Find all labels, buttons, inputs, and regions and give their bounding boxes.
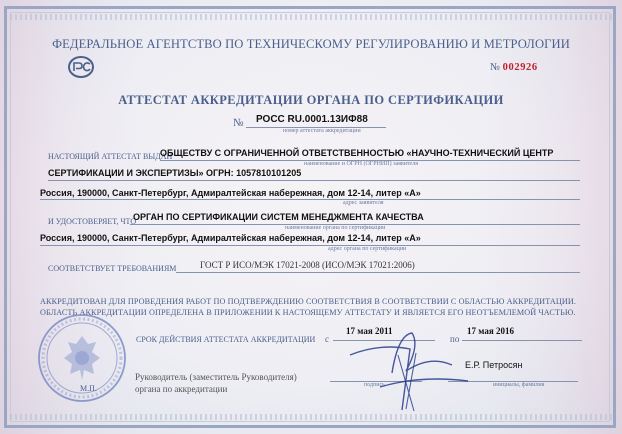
signer-title-2: органа по аккредитации	[135, 384, 228, 394]
registration-number	[490, 62, 538, 73]
issued-label: НАСТОЯЩИЙ АТТЕСТАТ ВЫДАН	[48, 152, 173, 161]
holder-address-caption: адрес заявителя	[343, 200, 384, 206]
standard-underline	[176, 272, 580, 273]
holder-line-2: СЕРТИФИКАЦИИ И ЭКСПЕРТИЗЫ» ОГРН: 1057810101205	[48, 168, 302, 178]
certificate-title: АТТЕСТАТ АККРЕДИТАЦИИ ОРГАНА ПО СЕРТИФИКАЦИИ	[118, 93, 504, 107]
standard: ГОСТ Р ИСО/МЭК 17021-2008 (ИСО/МЭК 17021:2006)	[200, 260, 415, 270]
registration-number-value: 002926	[502, 62, 538, 73]
holder-line-2-underline	[48, 180, 580, 181]
number-label: №	[233, 117, 244, 129]
agency-name: ФЕДЕРАЛЬНОЕ АГЕНТСТВО ПО ТЕХНИЧЕСКОМУ РЕГУЛИРОВАНИЮ И МЕТРОЛОГИИ	[52, 37, 570, 51]
registration-prefix: №	[490, 62, 501, 73]
seal-label: М.П.	[80, 384, 97, 393]
signer-name: Е.Р. Петросян	[465, 360, 523, 370]
body-name: ОРГАН ПО СЕРТИФИКАЦИИ СИСТЕМ МЕНЕДЖМЕНТА КАЧЕСТВА	[133, 212, 424, 222]
holder-caption: наименование и ОГРН (ОГРНИП) заявителя	[304, 161, 418, 167]
body-address-underline	[40, 245, 580, 246]
holder-address: Россия, 190000, Санкт-Петербург, Адмиралтейская набережная, дом 12-14, литер «А»	[40, 188, 421, 198]
complies-label: СООТВЕТСТВУЕТ ТРЕБОВАНИЯМ	[48, 264, 177, 273]
rst-logo-icon	[68, 56, 94, 78]
certificate-number: РОСС RU.0001.13ИФ88	[256, 114, 368, 125]
body-address-caption: адрес органа по сертификации	[328, 246, 407, 252]
holder-address-underline	[40, 199, 580, 200]
signature-icon	[340, 325, 480, 415]
valid-from-date: 17 мая 2011	[346, 326, 393, 336]
accreditation-text-line-1: АККРЕДИТОВАН ДЛЯ ПРОВЕДЕНИЯ РАБОТ ПО ПОДТВЕРЖДЕНИЮ СООТВЕТСТВИЯ В СООТВЕТСТВИИ С ОБЛАСТЬЮ АККРЕДИТАЦИИ.	[40, 297, 577, 306]
border-ornament-bottom	[10, 414, 612, 420]
body-name-caption: наименование органа по сертификации	[285, 225, 386, 231]
holder-line-1: ОБЩЕСТВУ С ОГРАНИЧЕННОЙ ОТВЕТСТВЕННОСТЬЮ «НАУЧНО-ТЕХНИЧЕСКИЙ ЦЕНТР	[160, 148, 554, 158]
signer-name-caption: инициалы, фамилия	[493, 382, 545, 388]
validity-from-prefix: с	[325, 334, 329, 344]
valid-to-date: 17 мая 2016	[467, 326, 514, 336]
signer-title-1: Руководитель (заместитель Руководителя)	[135, 372, 297, 382]
accreditation-text-line-2: ОБЛАСТЬ АККРЕДИТАЦИИ ОПРЕДЕЛЕНА В ПРИЛОЖЕНИИ К НАСТОЯЩЕМУ АТТЕСТАТУ И ЯВЛЯЕТСЯ ЕГО НЕОТЪЕМЛЕМОЙ ЧАСТЬЮ.	[40, 308, 576, 317]
validity-to-prefix: по	[450, 334, 460, 344]
validity-label: СРОК ДЕЙСТВИЯ АТТЕСТАТА АККРЕДИТАЦИИ	[136, 335, 316, 344]
body-address: Россия, 190000, Санкт-Петербург, Адмиралтейская набережная, дом 12-14, литер «А»	[40, 233, 421, 243]
valid-to-underline	[462, 340, 582, 341]
signature-caption: подпись	[364, 382, 385, 388]
border-ornament-top	[10, 14, 612, 20]
number-caption: номер аттестата аккредитации	[283, 128, 361, 134]
certifies-label: И УДОСТОВЕРЯЕТ, ЧТО	[48, 217, 137, 226]
